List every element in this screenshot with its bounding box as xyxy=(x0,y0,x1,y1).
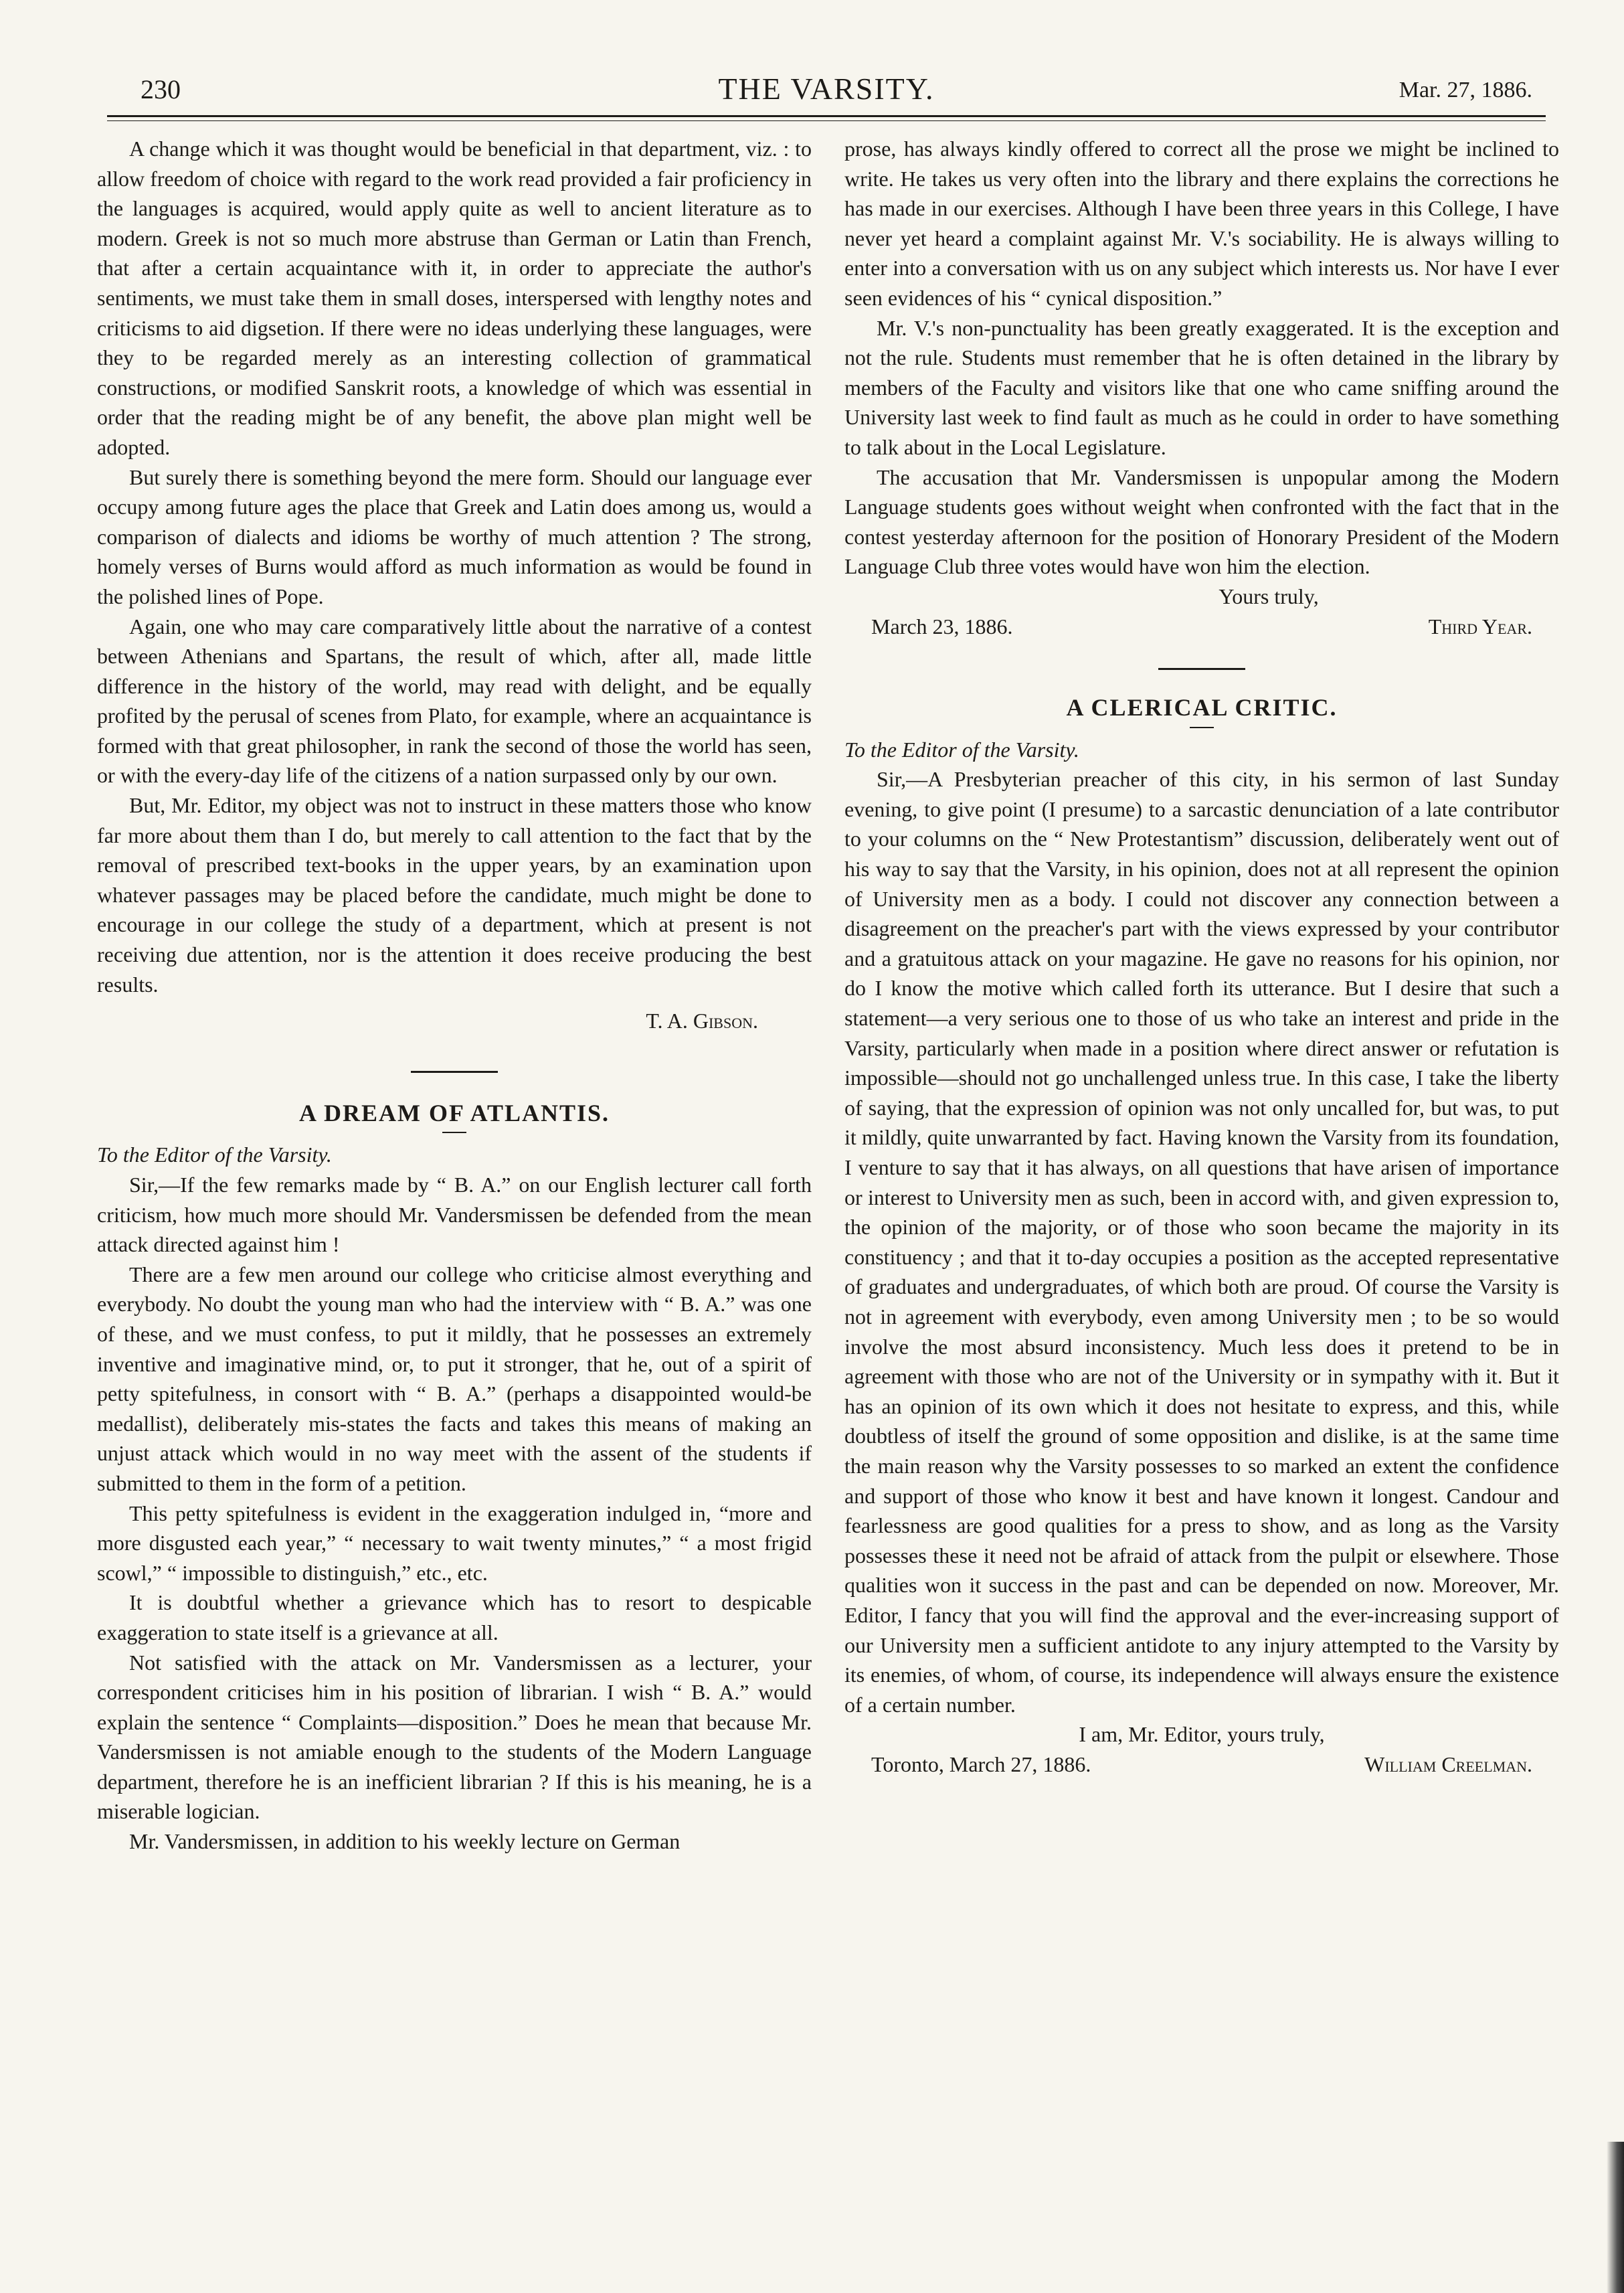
letter-footer xyxy=(844,612,1559,642)
heading-tick xyxy=(1190,727,1214,728)
closing-line: Yours truly, xyxy=(1219,584,1319,608)
paragraph: But, Mr. Editor, my object was not to instruct in these matters those who know far more about them than I do, but merely to call attention to the fact that by the removal of prescribed text-books in the upper years, by an examination upon whatever passages may be placed before the candidate, much might be done to encourage in our college the study of a department, which at present is not receiving due attention, nor is the attention it does receive producing the best results. xyxy=(97,793,812,997)
letter-place-date: Toronto, March 27, 1886. xyxy=(871,1752,1091,1776)
signature-third-year: Third Year. xyxy=(1428,614,1532,639)
paragraph: Sir,—A Presbyterian preacher of this city, in his sermon of last Sunday evening, to give point (I presume) to a sarcastic denunciation of a late contributor to your columns on the “ New Protestantism” discussion, deliberately went out of his way to say that the Varsity, in his opinion, does not at all represent the opinion of University men as a body. I could not discover any connection between a disagreement on the preacher's part with the views expressed by your contributor and a gratuitous attack on your magazine. He gave no reasons for his opinion, nor do I know the motive which called forth its utterance. But I desire that such a statement—a very serious one to those of us who take an interest and pride in the Varsity, particularly when made in a position where direct answer or refutation is impossible—should not go unchallenged unless true. In this case, I take the liberty of saying, that the expression of opinion was not only uncalled for, but was, to put it mildly, quite unwarranted by fact. Having known the Varsity from its foundation, I venture to say that it has always, on all questions that have arisen of importance or interest to University men as such, been in accord with, and given expression to, the opinion of the majority, or of those who soon became the majority in its constituency ; and that it to-day occupies a position as the accepted representative of graduates and undergraduates, of which both are proud. Of course the Varsity is not in agreement with everybody, even among University men ; to be so would involve the most absurd inconsistency. Much less does it pretend to be in agreement with those who are not of the University or in sympathy with it. But it has an opinion of its own which it does not hesitate to express, and this, while doubtless of itself the ground of some opposition and dislike, is at the same time the main reason why the Varsity possesses to so marked an extent the confidence and support of those who know it best and have known it longest. Candour and fearlessness are good qualities for a press to show, and as long as the Varsity possesses these it need not be afraid of attack from the pulpit or elsewhere. Those qualities won it success in the past and can be depended on now. Moreover, Mr. Editor, I fancy that you will find the approval and the ever-increasing support of our University men a sufficient antidote to any injury attempted to the Varsity by its enemies, of whom, of course, its independence will always ensure the existence of a certain number. xyxy=(844,767,1559,1717)
right-column xyxy=(844,134,1559,1779)
paragraph: This petty spitefulness is evident in the exaggeration indulged in, “more and more disgusted each year,” “ necessary to wait twenty minutes,” “ a most frigid scowl,” “ impossible to distinguish,” etc., etc. xyxy=(97,1501,812,1585)
header-rule-thin xyxy=(107,120,1546,121)
signature-gibson: T. A. Gibson. xyxy=(646,1009,758,1033)
signature-creelman: William Creelman. xyxy=(1364,1752,1532,1776)
header-rule xyxy=(107,115,1546,117)
paragraph: prose, has always kindly offered to correct all the prose we might be inclined to write. He takes us very often into the library and there explains the corrections he has made in our exercises. Although I have been three years in this College, I have never yet heard a complaint against Mr. V.'s sociability. He is always willing to enter into a conversation with us on any subject which interests us. Nor have I ever seen evidences of his “ cynical disposition.” xyxy=(844,137,1559,310)
paragraph: There are a few men around our college who criticise almost everything and everybody. No doubt the young man who had the interview with “ B. A.” was one of these, and we must confess, to put it mildly, that he possesses an extremely inventive and imaginative mind, or, to put it stronger, that he, out of a spirit of petty spitefulness, in consort with “ B. A.” (perhaps a disappointed would-be medallist), deliberately mis-states the facts and takes this means of making an unjust attack which would in no way meet with the assent of the students if submitted to them in the form of a petition. xyxy=(97,1262,812,1495)
paragraph: The accusation that Mr. Vandersmissen is unpopular among the Modern Language students goes without weight when confronted with the fact that in the contest yesterday afternoon for the position of Honorary President of the Modern Language Club three votes would have won him the election. xyxy=(844,464,1559,579)
issue-date: Mar. 27, 1886. xyxy=(1399,78,1532,102)
article-heading-atlantis: A DREAM OF ATLANTIS. xyxy=(298,1099,610,1126)
section-divider xyxy=(411,1071,498,1073)
paragraph: Mr. Vandersmissen, in addition to his weekly lecture on German xyxy=(129,1829,681,1854)
heading-tick xyxy=(442,1132,466,1133)
left-column xyxy=(97,134,812,1857)
letter-footer xyxy=(844,1750,1559,1780)
salutation-line: To the Editor of the Varsity. xyxy=(844,737,1079,762)
paragraph: Not satisfied with the attack on Mr. Vandersmissen as a lecturer, your correspondent criticises him in his position of librarian. I wish “ B. A.” would explain the sentence “ Complaints—disposition.” Does he mean that because Mr. Vandersmissen is not amiable enough to the students of the Modern Language department, therefore he is an inefficient librarian ? If this is his meaning, he is a miserable logician. xyxy=(97,1650,812,1824)
page-number: 230 xyxy=(141,74,181,104)
article-heading-clerical-critic: A CLERICAL CRITIC. xyxy=(1066,694,1338,721)
paragraph: Mr. V.'s non-punctuality has been greatly exaggerated. It is the exception and not the rule. Students must remember that he is often detained in the library by members of the Faculty and visitors like that one who came sniffing around the University last week to find fault as much as he could in order to have something to talk about in the Local Legislature. xyxy=(844,315,1559,459)
paragraph: It is doubtful whether a grievance which has to resort to despicable exaggeration to state itself is a grievance at all. xyxy=(97,1590,812,1644)
letter-date: March 23, 1886. xyxy=(871,614,1013,639)
closing-line: I am, Mr. Editor, yours truly, xyxy=(1079,1722,1325,1747)
salutation-line: To the Editor of the Varsity. xyxy=(97,1142,332,1167)
paragraph: A change which it was thought would be beneficial in that department, viz. : to allow freedom of choice with regard to the work read provided a fair proficiency in the languages is acquired, would apply quite as well to ancient literature as to modern. Greek is not so much more abstruse than German or Latin than French, that after a certain acquaintance with it, in order to appreciate the author's sentiments, we must take them in small doses, interspersed with lengthy notes and criticisms to aid digsetion. If there were no ideas underlying these languages, were they to be regarded merely as an interesting collection of grammatical constructions, or modified Sanskrit roots, a knowledge of which was essential in order that the reading might be of any benefit, the above plan might well be adopted. xyxy=(97,137,812,459)
section-divider xyxy=(1158,668,1245,670)
paragraph: Again, one who may care comparatively little about the narrative of a contest between Athenians and Spartans, the result of which, after all, made little difference in the history of the world, may read with delight, and be equally profited by the perusal of scenes from Plato, for example, where an acquaintance is formed with that great philosopher, in rank the second of those the world has seen, or with the every-day life of the citizens of a nation surpassed only by our own. xyxy=(97,614,812,788)
paragraph: Sir,—If the few remarks made by “ B. A.” on our English lecturer call forth criticism, how much more should Mr. Vandersmissen be defended from the mean attack directed against him ! xyxy=(97,1173,812,1257)
paragraph: But surely there is something beyond the mere form. Should our language ever occupy among future ages the place that Greek and Latin does among us, would a comparison of dialects and idioms be worthy of much attention ? The strong, homely verses of Burns would afford as much information as would be found in the polished lines of Pope. xyxy=(97,464,812,608)
page-edge-shadow xyxy=(1607,2142,1624,2293)
journal-title: THE VARSITY. xyxy=(718,72,935,106)
